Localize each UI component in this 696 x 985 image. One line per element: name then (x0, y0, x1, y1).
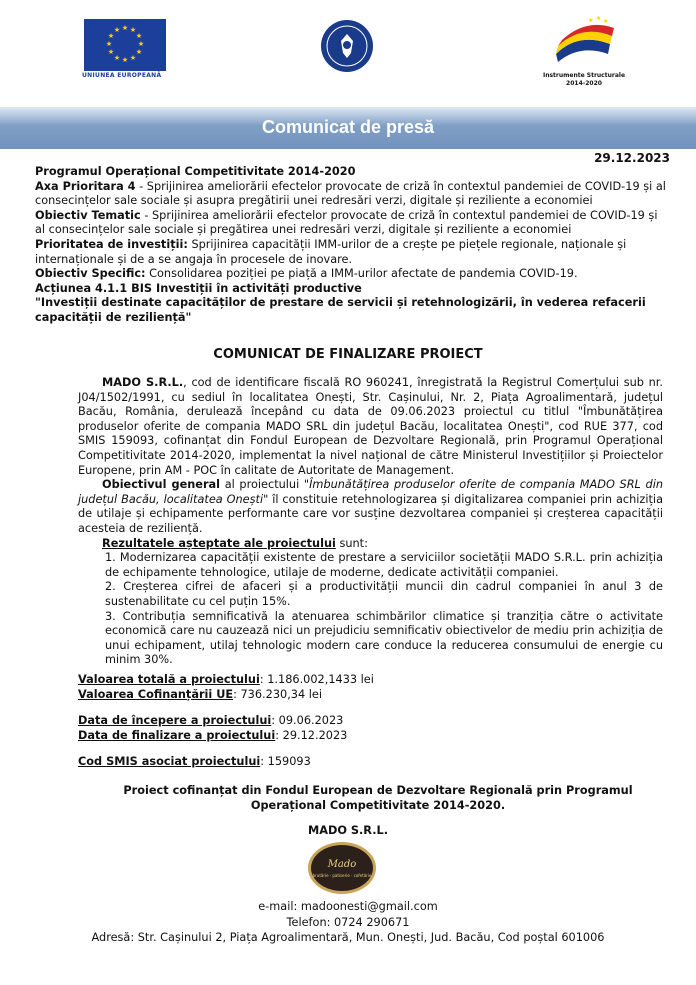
eu-flag-logo (84, 19, 166, 71)
start-date-label: Data de începere a proiectului (78, 714, 272, 728)
structural-instruments-years: 2014-2020 (566, 80, 602, 87)
project-body (78, 376, 663, 668)
contact-phone: Telefon: 0724 290671 (286, 915, 410, 929)
banner-title: Comunicat de presă (261, 117, 435, 137)
project-values (78, 673, 374, 770)
release-date: 29.12.2023 (594, 151, 670, 165)
project-description: , cod de identificare fiscală RO 960241, înregistrată la Registrul Comerțului sub nr. J04/1502/1991, cu sediul în localitatea Onești, Str. Cașinului, Nr. 2, Piața Agroalimentară, județul Bacău, România, derulează începând cu data de 09.06.2023 proiectul cu titlul "Îmbunătățirea produselor oferite de compania MADO SRL din județul Bacău, localitatea Onești", cod RUE 377, cod SMIS 159093, cofinanțat din Fondul European de Dezvoltare Regională, prin Programul Operațional Competitivitate 2014-2020, implementat la nivel național de către Ministerul Investițiilor și Proiectelor Europene, prin AM - POC în calitate de Autoritate de Management. (78, 376, 663, 477)
program-intro (35, 165, 668, 326)
svg-text:★: ★ (135, 32, 143, 40)
start-date-value: : 09.06.2023 (271, 714, 344, 728)
eu-cofinancing-label: Valoarea Cofinanțării UE (78, 687, 234, 701)
contact-info (0, 899, 696, 946)
svg-text:★: ★ (121, 24, 129, 32)
svg-text:★: ★ (129, 26, 137, 34)
contact-address: Adresă: Str. Cașinului 2, Piața Agroalimentară, Mun. Onești, Jud. Bacău, Cod poștal 601006 (91, 931, 605, 944)
svg-text:★: ★ (135, 48, 143, 56)
svg-text:★: ★ (603, 18, 609, 25)
funding-note: Proiect cofinanțat din Fondul European de Dezvoltare Regională prin Programul Operațional Competitivitate 2014-2020. (123, 784, 633, 812)
investment-title: "Investiții destinate capacităților de prestare de servicii și retehnologizării, în vederea refacerii capacității de reziliență" (35, 296, 646, 324)
investment-priority-text: Sprijinirea capacității IMM-urilor de a crește pe piețele regionale, naționale și internaționale și de a se angaja în procesele de inovare. (35, 237, 627, 266)
svg-text:★: ★ (129, 54, 137, 62)
svg-text:★: ★ (121, 56, 129, 64)
objective-text: îl constituie retehnologizarea și digitalizarea companiei prin achiziția de utilaje și echipamente performante care vor susține dezvoltarea companiei și creșterea capacității acesteia de reziliență. (78, 492, 663, 535)
smis-code-label: Cod SMIS asociat proiectului (78, 755, 261, 769)
svg-text:★: ★ (137, 40, 145, 48)
svg-text:★: ★ (113, 54, 121, 62)
company-name-inline: MADO S.R.L. (102, 376, 184, 389)
specific-objective-label: Obiectiv Specific: (35, 267, 146, 281)
svg-text:★: ★ (105, 40, 113, 48)
svg-text:★: ★ (596, 15, 602, 22)
specific-objective-text: Consolidarea poziției pe piață a IMM-urilor afectate de pandemia COVID-19. (145, 267, 578, 281)
result-item: 1. Modernizarea capacității existente de prestare a serviciilor societății MADO S.R.L. prin achiziția de echipamente tehnologice, utilaje de moderne, dedicate activității companiei. (105, 551, 663, 579)
result-item: 2. Creșterea cifrei de afaceri și a productivității muncii din cadrul companiei în anul 3 de sustenabilitate cu cel puțin 15%. (105, 580, 663, 608)
objective-pre: al proiectului (220, 478, 304, 492)
objective-label: Obiectivul general (102, 478, 221, 492)
total-value-label: Valoarea totală a proiectului (78, 673, 260, 686)
svg-text:★: ★ (107, 32, 115, 40)
company-name: MADO S.R.L. (307, 824, 389, 837)
header-logos (0, 0, 696, 100)
svg-text:★: ★ (113, 26, 121, 34)
objective-thematic-text: - Sprijinirea ameliorării efectelor provocate de criză în contextul pandemiei de COVID-19 și al consecințelor sale sociale și pregătirea unei redresări verzi, digitale și reziliente a economiei (35, 208, 658, 237)
smis-code-value: : 159093 (260, 755, 311, 769)
result-item: 3. Contribuția semnificativă la atenuarea schimbărilor climatice și tranziția către o activitate economică care nu cauzează nici un prejudiciu semnificativ obiectivelor de mediu prin achiziția de unui echipament, utilaj tehnologic modern care conduce la reducerea consumului de energie cu minim 30%. (105, 609, 663, 667)
axa-label: Axa Prioritara 4 (35, 179, 136, 193)
project-title: "Îmbunătățirea produselor oferite de compania MADO SRL din județul Bacău, localitatea Onești" (78, 478, 663, 506)
logo-script: Mado (327, 859, 357, 870)
romanian-government-seal (320, 19, 374, 73)
results-suffix: sunt: (335, 536, 368, 550)
investment-priority-label: Prioritatea de investiții: (35, 237, 188, 251)
press-release-banner (0, 107, 696, 149)
structural-instruments-title: Instrumente Structurale (542, 72, 626, 79)
svg-text:★: ★ (107, 48, 115, 56)
total-value: : 1.186.002,1433 lei (259, 673, 374, 686)
svg-text:★: ★ (588, 17, 594, 24)
end-date-value: : 29.12.2023 (275, 728, 348, 742)
program-name: Programul Operațional Competitivitate 2014-2020 (35, 165, 356, 178)
objective-thematic-label: Obiectiv Tematic (35, 208, 141, 222)
results-label: Rezultatele așteptate ale proiectului (102, 536, 336, 550)
eu-cofinancing-value: : 736.230,34 lei (233, 687, 322, 701)
eu-label: UNIUNEA EUROPEANĂ (82, 72, 162, 79)
action-line: Acțiunea 4.1.1 BIS Investiții în activități productive (35, 281, 362, 295)
axa-text: - Sprijinirea ameliorării efectelor provocate de criză în contextul pandemiei de COVID-19 și al consecințelor sale sociale și asupra pregătirii unei redresări verzi, digitale și reziliente a economiei (35, 179, 666, 208)
structural-instruments-logo (548, 14, 618, 69)
contact-email: e-mail: madoonesti@gmail.com (258, 900, 438, 913)
section-title: COMUNICAT DE FINALIZARE PROIECT (213, 347, 483, 362)
mado-logo (308, 842, 376, 894)
logo-tagline: brutărie · patiserie · cofetărie (312, 873, 372, 878)
structural-instruments-label (538, 72, 630, 88)
end-date-label: Data de finalizare a proiectului (78, 728, 276, 742)
